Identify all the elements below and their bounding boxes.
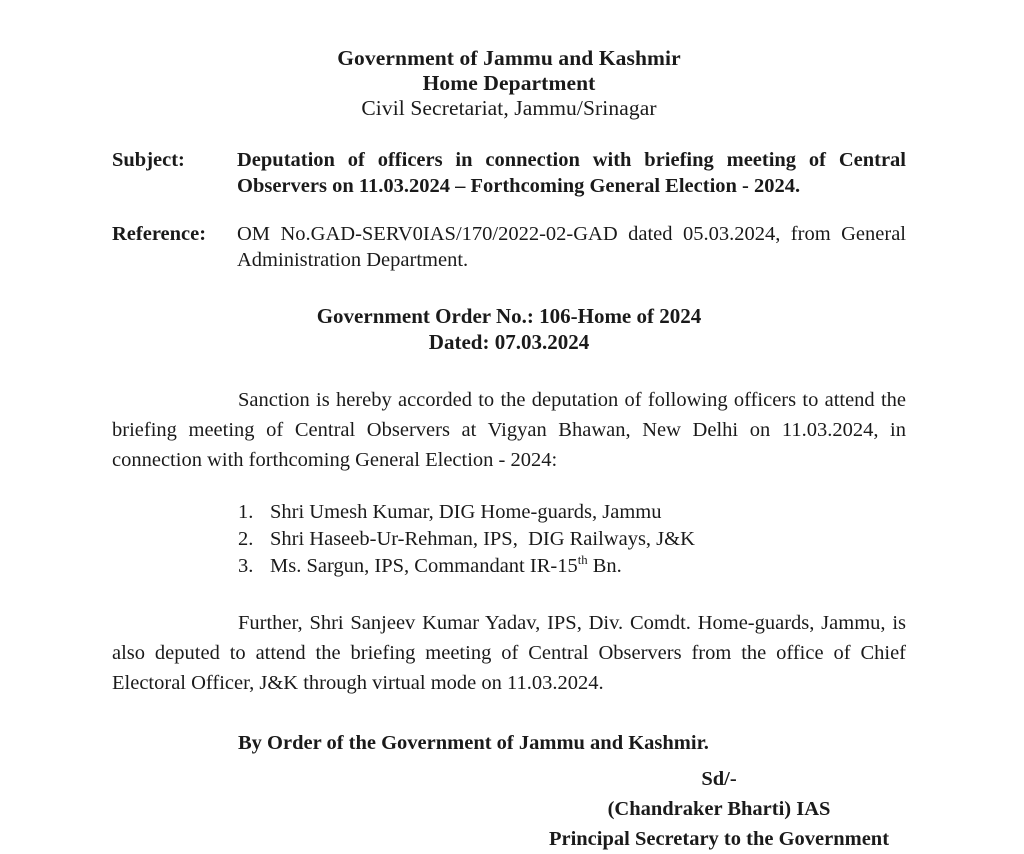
officer-name-main: Shri Umesh Kumar, DIG Home-guards, Jammu [270,501,662,523]
further-deputation-paragraph: Further, Shri Sanjeev Kumar Yadav, IPS, Div. Comdt. Home-guards, Jammu, is also deputed to attend the briefing meeting of Central Observers from the office of Chief Electoral Officer, J&K through virtual mode on 11.03.2024. [112,612,906,694]
government-order-number: Government Order No.: 106-Home of 2024 [316,304,702,328]
subject-text: Deputation of officers in connection with briefing meeting of Central Observers on 11.03.2024 – Forthcoming General Election - 2024. [237,149,906,197]
officer-number: 1. [238,501,254,523]
officer-name-main: Shri Haseeb-Ur-Rehman, IPS, DIG Railways, J&K [270,528,695,550]
letterhead [112,0,906,121]
list-item [112,499,906,526]
government-order-date: Dated: 07.03.2024 [428,330,590,354]
signature-block [112,764,906,854]
government-order-block [112,303,906,355]
signatory-name: (Chandraker Bharti) IAS [607,798,831,820]
by-order-line: By Order of the Government of Jammu and Kashmir. [238,732,709,754]
officer-detail [270,526,906,553]
officer-number: 2. [238,528,254,550]
officer-name-main: Ms. Sargun, IPS, Commandant IR-15 [270,555,578,577]
reference-row [112,221,906,273]
letterhead-government-line: Government of Jammu and Kashmir [337,46,681,70]
subject-row [112,147,906,199]
list-item [112,553,906,580]
officer-list [112,499,906,580]
reference-label: Reference: [112,223,207,245]
signatory-designation: Principal Secretary to the Government [548,828,890,850]
subject-label: Subject: [112,149,185,171]
signature-sd-mark: Sd/- [701,768,737,790]
officer-detail [270,499,906,526]
list-item [112,526,906,553]
sanction-paragraph: Sanction is hereby accorded to the deputation of following officers to attend the briefing meeting of Central Observers at Vigyan Bhawan, New Delhi on 11.03.2024, in connection with forthcoming General Election - 2024: [112,389,906,471]
letterhead-address-line: Civil Secretariat, Jammu/Srinagar [361,96,657,120]
reference-text: OM No.GAD-SERV0IAS/170/2022-02-GAD dated 05.03.2024, from General Administration Department. [237,223,906,271]
officer-number: 3. [238,555,254,577]
officer-name-tail: Bn. [587,555,622,577]
letterhead-department-line: Home Department [422,71,596,95]
document-content [112,0,906,854]
officer-detail [270,553,906,580]
officer-ordinal-suffix: th [577,553,588,568]
